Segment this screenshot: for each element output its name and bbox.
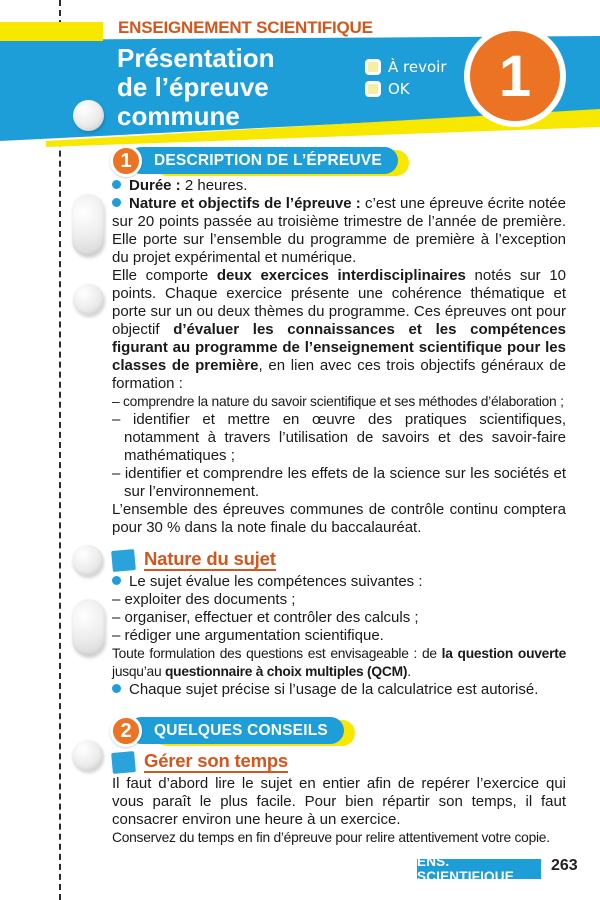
header-yellow-tab — [0, 22, 103, 41]
paragraph-nature-objectifs — [112, 195, 566, 267]
bullet-icon — [112, 684, 121, 693]
blue-square-icon — [111, 751, 136, 774]
section-number-badge: 2 — [110, 715, 142, 747]
bullet-icon — [112, 576, 121, 585]
paragraph-duree — [112, 177, 566, 195]
checkbox-ok[interactable] — [365, 81, 381, 97]
section-pill-wrap — [128, 717, 344, 744]
section-header-description — [110, 145, 566, 177]
paragraph-le-sujet — [112, 573, 566, 591]
section-title: DESCRIPTION DE L’ÉPREUVE — [128, 147, 398, 174]
subject-kicker: ENSEIGNEMENT SCIENTIFIQUE — [118, 18, 373, 37]
bullet-icon — [112, 180, 121, 189]
paragraph-calculatrice — [112, 681, 566, 699]
objective-item: – identifier et mettre en œuvre des pratiques scientifiques, notamment à travers l’utilisation de savoirs et des savoir-faire mathématiques ; — [112, 411, 566, 464]
section-title: QUELQUES CONSEILS — [128, 717, 344, 744]
paragraph-toute-formulation — [112, 645, 566, 681]
chapter-title — [117, 44, 275, 131]
subheading-title: Gérer son temps — [144, 749, 289, 771]
binder-hole — [72, 740, 103, 771]
binder-hole — [73, 100, 104, 131]
subheading-title: Nature du sujet — [144, 547, 276, 569]
binder-hole — [72, 194, 104, 256]
checkbox-row-a-revoir — [365, 56, 446, 78]
checkbox-row-ok — [365, 78, 446, 100]
subheading-gerer-son-temps — [112, 749, 566, 775]
paragraph-conservez: Conservez du temps en fin d’épreuve pour relire attentivement votre copie. — [112, 830, 550, 845]
competence-item: – exploiter des documents ; — [112, 591, 296, 608]
blue-square-icon — [111, 549, 136, 572]
chapter-number-badge: 1 — [464, 25, 566, 127]
page-content — [112, 145, 566, 847]
paragraph-elle-comporte — [112, 267, 566, 393]
competence-item: – organiser, effectuer et contrôler des calculs ; — [112, 609, 419, 626]
objective-item: – comprendre la nature du savoir scientifique et ses méthodes d’élaboration ; — [112, 394, 564, 409]
bullet-icon — [112, 198, 121, 207]
checkbox-a-revoir[interactable] — [365, 59, 381, 75]
objective-item: – identifier et comprendre les effets de la science sur les sociétés et sur l’environnement. — [112, 465, 566, 500]
paragraph-text: Toute formulation des questions est envisageable : de la question ouverte jusqu’au questionnaire à choix multiples (QCM). — [112, 646, 566, 679]
paragraph-text: Chaque sujet précise si l’usage de la calculatrice est autorisé. — [129, 681, 539, 698]
paragraph-text: Le sujet évalue les compétences suivantes : — [129, 573, 423, 590]
subheading-nature-du-sujet — [112, 547, 566, 573]
checkbox-label: À revoir — [388, 58, 447, 76]
chapter-title-line: Présentation — [117, 43, 275, 73]
paragraph-text: Nature et objectifs de l’épreuve : c’est une épreuve écrite notée sur 20 points passée au troisième trimestre de l’année de première. Elle porte sur l’ensemble du programme de première à l’exception du projet expérimental et numérique. — [112, 195, 566, 266]
section-number-badge: 1 — [110, 145, 142, 177]
competence-item: – rédiger une argumentation scientifique. — [112, 627, 384, 644]
paragraph-il-faut: Il faut d’abord lire le sujet en entier afin de repérer l’exercice qui vous paraît le plus facile. Pour bien répartir son temps, il faut consacrer environ une heure à un exercice. — [112, 775, 566, 828]
paragraph-ensemble: L’ensemble des épreuves communes de contrôle continu comptera pour 30 % dans la note finale du baccalauréat. — [112, 501, 566, 536]
paragraph-text: Durée : 2 heures. — [129, 177, 248, 194]
progress-checkboxes — [365, 56, 446, 100]
binder-hole — [72, 545, 103, 576]
chapter-title-line: de l’épreuve — [117, 72, 269, 102]
page-number: 263 — [551, 857, 578, 874]
section-header-conseils — [110, 715, 566, 747]
paragraph-text: Elle comporte deux exercices interdisciplinaires notés sur 10 points. Chaque exercice présente une cohérence thématique et porte sur un ou deux thèmes du programme. Ces épreuves ont pour objectif d’évaluer les connaissances et les compétences figurant au programme de l’enseignement scientifique pour les classes de première, en lien avec ces trois objectifs généraux de formation : — [112, 267, 566, 392]
section-pill-wrap — [128, 147, 398, 174]
footer-subject-tab: ENS. SCIENTIFIQUE — [417, 859, 541, 879]
chapter-title-line: commune — [117, 101, 240, 131]
binder-hole — [72, 599, 105, 656]
binder-hole — [73, 284, 104, 315]
checkbox-label: OK — [388, 80, 410, 98]
